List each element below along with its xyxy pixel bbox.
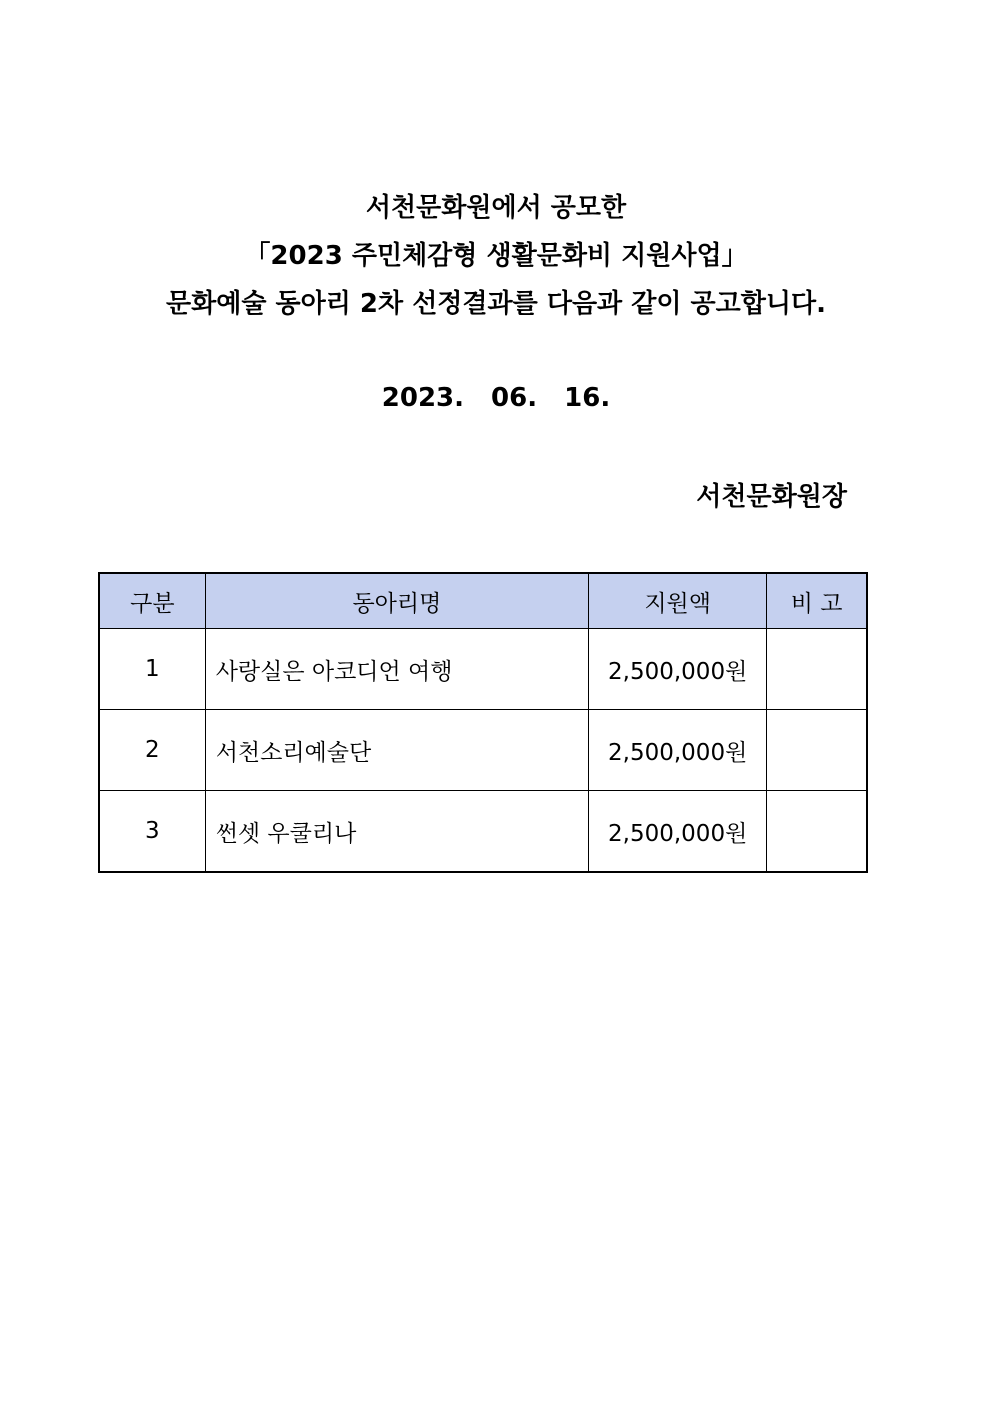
row-no: 2 [99, 710, 205, 791]
row-note [767, 791, 867, 873]
notice-heading [0, 184, 992, 328]
row-amount: 2,500,000원 [589, 791, 767, 873]
row-no: 3 [99, 791, 205, 873]
header-amount: 지원액 [589, 573, 767, 629]
row-club-name: 썬셋 우쿨리나 [205, 791, 588, 873]
notice-line-2: 「2023 주민체감형 생활문화비 지원사업」 [244, 241, 748, 271]
header-club-name: 동아리명 [205, 573, 588, 629]
notice-signer: 서천문화원장 [696, 482, 847, 512]
table-row [99, 629, 867, 710]
header-note: 비 고 [767, 573, 867, 629]
row-club-name: 서천소리예술단 [205, 710, 588, 791]
notice-date: 2023. 06. 16. [381, 383, 611, 413]
row-note [767, 629, 867, 710]
table-header-row [99, 573, 867, 629]
header-no: 구분 [99, 573, 205, 629]
row-amount: 2,500,000원 [589, 710, 767, 791]
table-row [99, 791, 867, 873]
selection-results-table [98, 572, 868, 873]
notice-line-3: 문화예술 동아리 2차 선정결과를 다음과 같이 공고합니다. [166, 289, 826, 319]
row-club-name: 사랑실은 아코디언 여행 [205, 629, 588, 710]
row-amount: 2,500,000원 [589, 629, 767, 710]
row-note [767, 710, 867, 791]
row-no: 1 [99, 629, 205, 710]
table-row [99, 710, 867, 791]
notice-line-1: 서천문화원에서 공모한 [365, 193, 627, 223]
